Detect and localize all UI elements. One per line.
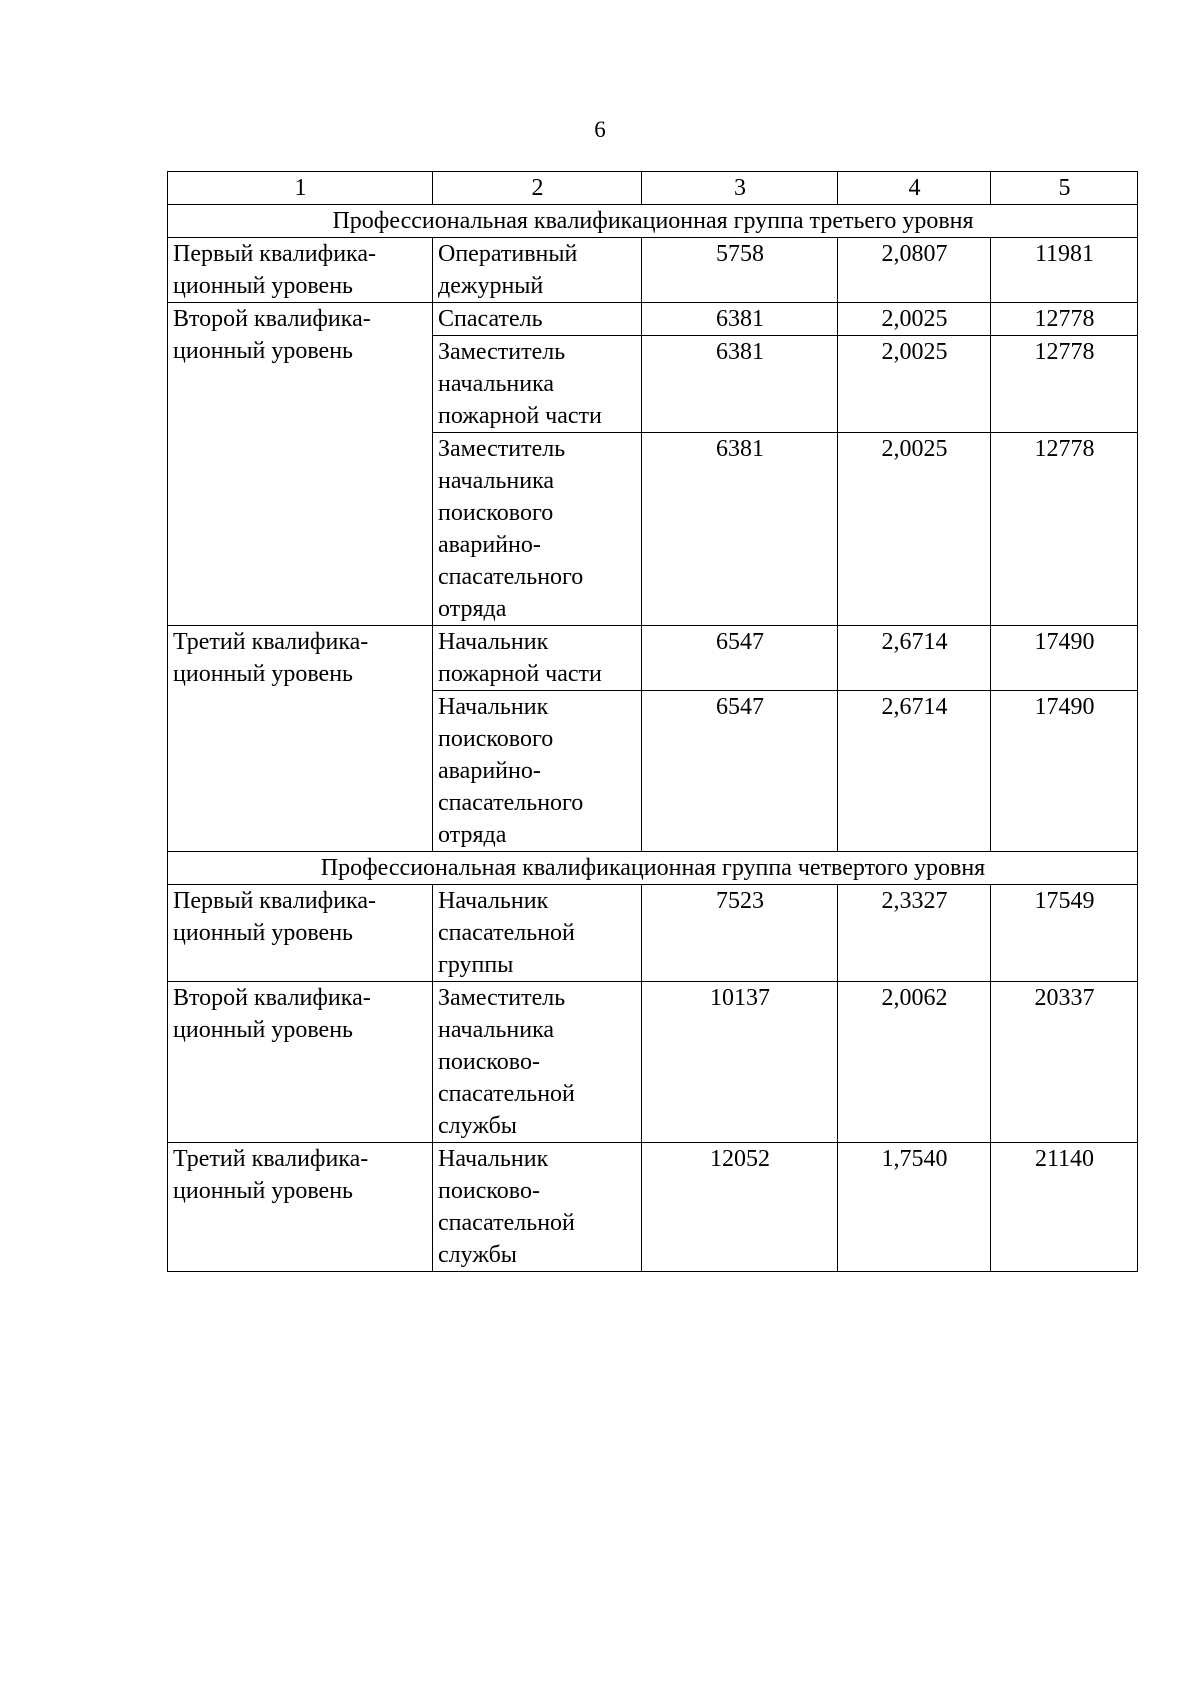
value-cell-col3: 5758 [642,238,838,303]
value-cell-col4: 2,0025 [838,433,991,626]
qualification-level-cell: Третий квалифика- ционный уровень [168,626,433,852]
qualification-level-cell: Третий квалифика- ционный уровень [168,1143,433,1272]
position-cell: Начальник поисково- спасательной службы [433,1143,642,1272]
value-cell-col5: 17549 [991,885,1138,982]
value-cell-col5: 17490 [991,626,1138,691]
group-title: Профессиональная квалификационная группа четвертого уровня [168,852,1138,885]
position-cell: Спасатель [433,303,642,336]
qualification-level-cell: Первый квалифика- ционный уровень [168,238,433,303]
qualification-level-cell: Второй квалифика- ционный уровень [168,982,433,1143]
value-cell-col5: 11981 [991,238,1138,303]
value-cell-col4: 2,0025 [838,336,991,433]
value-cell-col4: 2,6714 [838,626,991,691]
group-title-row [168,852,1138,885]
value-cell-col3: 7523 [642,885,838,982]
value-cell-col3: 12052 [642,1143,838,1272]
value-cell-col5: 12778 [991,336,1138,433]
value-cell-col3: 6547 [642,626,838,691]
value-cell-col4: 2,0807 [838,238,991,303]
column-header: 3 [642,172,838,205]
table-row [168,303,1138,336]
value-cell-col4: 2,0062 [838,982,991,1143]
position-cell: Начальник пожарной части [433,626,642,691]
value-cell-col5: 21140 [991,1143,1138,1272]
value-cell-col5: 12778 [991,433,1138,626]
table-row [168,1143,1138,1272]
value-cell-col5: 12778 [991,303,1138,336]
value-cell-col3: 6381 [642,336,838,433]
column-number-row [168,172,1138,205]
value-cell-col3: 6547 [642,691,838,852]
column-header: 4 [838,172,991,205]
value-cell-col4: 2,6714 [838,691,991,852]
column-header: 1 [168,172,433,205]
value-cell-col5: 20337 [991,982,1138,1143]
salary-table [167,171,1138,1272]
position-cell: Оперативный дежурный [433,238,642,303]
value-cell-col4: 1,7540 [838,1143,991,1272]
column-header: 5 [991,172,1138,205]
table-row [168,238,1138,303]
qualification-level-cell: Первый квалифика- ционный уровень [168,885,433,982]
page-number: 6 [594,117,606,142]
table-row [168,885,1138,982]
table-row [168,626,1138,691]
position-cell: Заместитель начальника поискового аварийно- спасательного отряда [433,433,642,626]
table-row [168,982,1138,1143]
position-cell: Заместитель начальника поисково- спасательной службы [433,982,642,1143]
group-title-row [168,205,1138,238]
position-cell: Начальник спасательной группы [433,885,642,982]
group-title: Профессиональная квалификационная группа третьего уровня [168,205,1138,238]
column-header: 2 [433,172,642,205]
position-cell: Заместитель начальника пожарной части [433,336,642,433]
value-cell-col5: 17490 [991,691,1138,852]
value-cell-col4: 2,3327 [838,885,991,982]
value-cell-col3: 10137 [642,982,838,1143]
table-body [168,172,1138,1272]
value-cell-col4: 2,0025 [838,303,991,336]
value-cell-col3: 6381 [642,303,838,336]
position-cell: Начальник поискового аварийно- спасательного отряда [433,691,642,852]
qualification-level-cell: Второй квалифика- ционный уровень [168,303,433,626]
value-cell-col3: 6381 [642,433,838,626]
